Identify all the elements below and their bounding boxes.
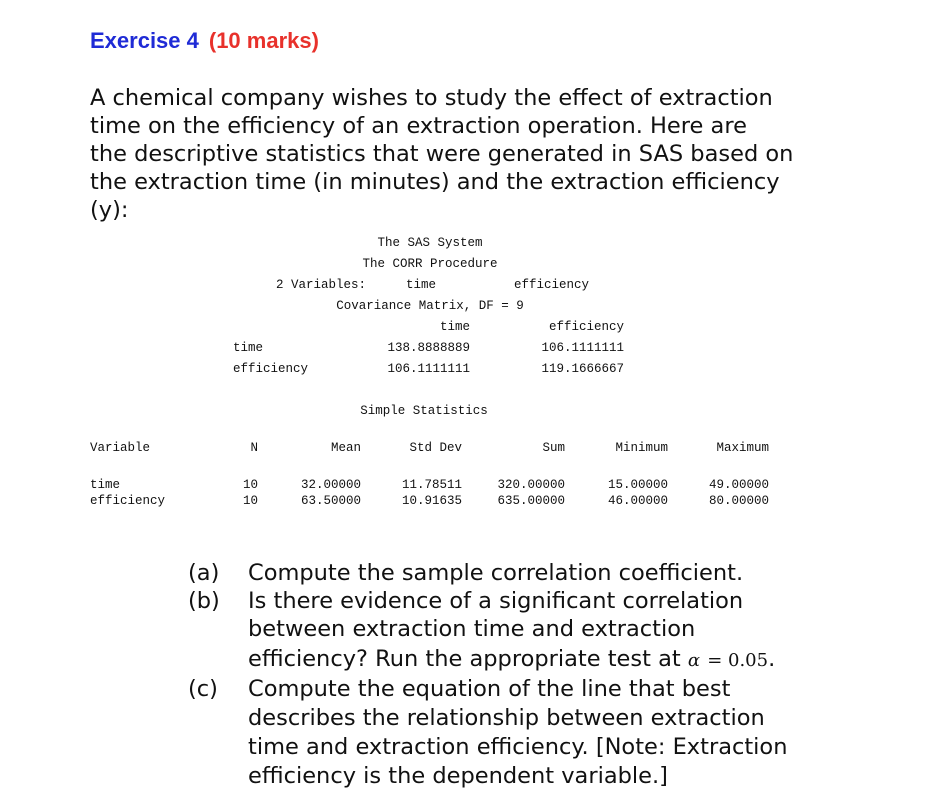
stats-header-cell: Minimum xyxy=(615,441,668,455)
sas-variable-time: time xyxy=(406,278,437,292)
cov-header-time: time xyxy=(439,320,470,334)
stats-cell: 11.78511 xyxy=(401,478,462,492)
sas-system-title: The SAS System xyxy=(377,236,483,250)
cov-header-efficiency: efficiency xyxy=(548,320,624,334)
question-label: (c) xyxy=(188,676,218,702)
covariance-title: Covariance Matrix, DF = 9 xyxy=(336,299,524,313)
sas-variables-label: 2 Variables: xyxy=(276,278,367,292)
question-line: Compute the equation of the line that best xyxy=(248,676,731,702)
stats-cell: 10 xyxy=(242,494,258,508)
stats-cell: time xyxy=(90,478,121,492)
cov-cell: 106.1111111 xyxy=(387,362,470,376)
stats-cell: 15.00000 xyxy=(607,478,668,492)
stats-cell: 635.00000 xyxy=(497,494,565,508)
cov-row-label: efficiency xyxy=(233,362,309,376)
stats-cell: 320.00000 xyxy=(497,478,565,492)
cov-cell: 138.8888889 xyxy=(387,341,470,355)
exercise-title: Exercise 4 xyxy=(90,28,199,53)
end-punct: . xyxy=(768,646,776,672)
cov-row-label: time xyxy=(233,341,264,355)
alpha-value: = 0.05 xyxy=(707,650,769,671)
stats-header-cell: Mean xyxy=(330,441,361,455)
question-line-with-alpha xyxy=(248,646,775,672)
sas-procedure-title: The CORR Procedure xyxy=(362,257,498,271)
question-line: efficiency? Run the appropriate test at xyxy=(248,646,681,672)
exercise-heading xyxy=(90,28,319,54)
cov-cell: 106.1111111 xyxy=(541,341,624,355)
stats-cell: efficiency xyxy=(90,494,166,508)
simple-statistics-title: Simple Statistics xyxy=(360,404,488,418)
intro-line: the extraction time (in minutes) and the extraction efficiency xyxy=(90,169,780,195)
question-line: efficiency is the dependent variable.] xyxy=(248,763,668,789)
stats-header-cell: Maximum xyxy=(716,441,769,455)
alpha-symbol: α xyxy=(687,650,701,671)
intro-line: the descriptive statistics that were generated in SAS based on xyxy=(90,141,794,167)
intro-line: A chemical company wishes to study the effect of extraction xyxy=(90,85,773,111)
stats-cell: 46.00000 xyxy=(607,494,668,508)
stats-cell: 63.50000 xyxy=(300,494,361,508)
question-label: (b) xyxy=(188,588,220,614)
question-line: describes the relationship between extraction xyxy=(248,705,765,731)
stats-header-cell: N xyxy=(250,441,258,455)
intro-paragraph xyxy=(90,84,870,224)
stats-cell: 32.00000 xyxy=(300,478,361,492)
question-line: Compute the sample correlation coefficient. xyxy=(248,560,744,586)
stats-header-cell: Std Dev xyxy=(409,441,462,455)
intro-line: time on the efficiency of an extraction operation. Here are xyxy=(90,113,747,139)
stats-cell: 10 xyxy=(242,478,258,492)
question-line: time and extraction efficiency. [Note: Extraction xyxy=(248,734,788,760)
stats-cell: 49.00000 xyxy=(708,478,769,492)
exercise-marks: (10 marks) xyxy=(208,28,319,53)
stats-header-cell: Sum xyxy=(542,441,565,455)
question-label: (a) xyxy=(188,560,220,586)
intro-line: (y): xyxy=(90,197,129,223)
question-line: between extraction time and extraction xyxy=(248,616,696,642)
cov-cell: 119.1666667 xyxy=(541,362,624,376)
sas-variable-efficiency: efficiency xyxy=(514,278,590,292)
stats-header-cell: Variable xyxy=(90,441,151,455)
question-line: Is there evidence of a significant correlation xyxy=(248,588,744,614)
stats-cell: 10.91635 xyxy=(401,494,462,508)
stats-cell: 80.00000 xyxy=(708,494,769,508)
